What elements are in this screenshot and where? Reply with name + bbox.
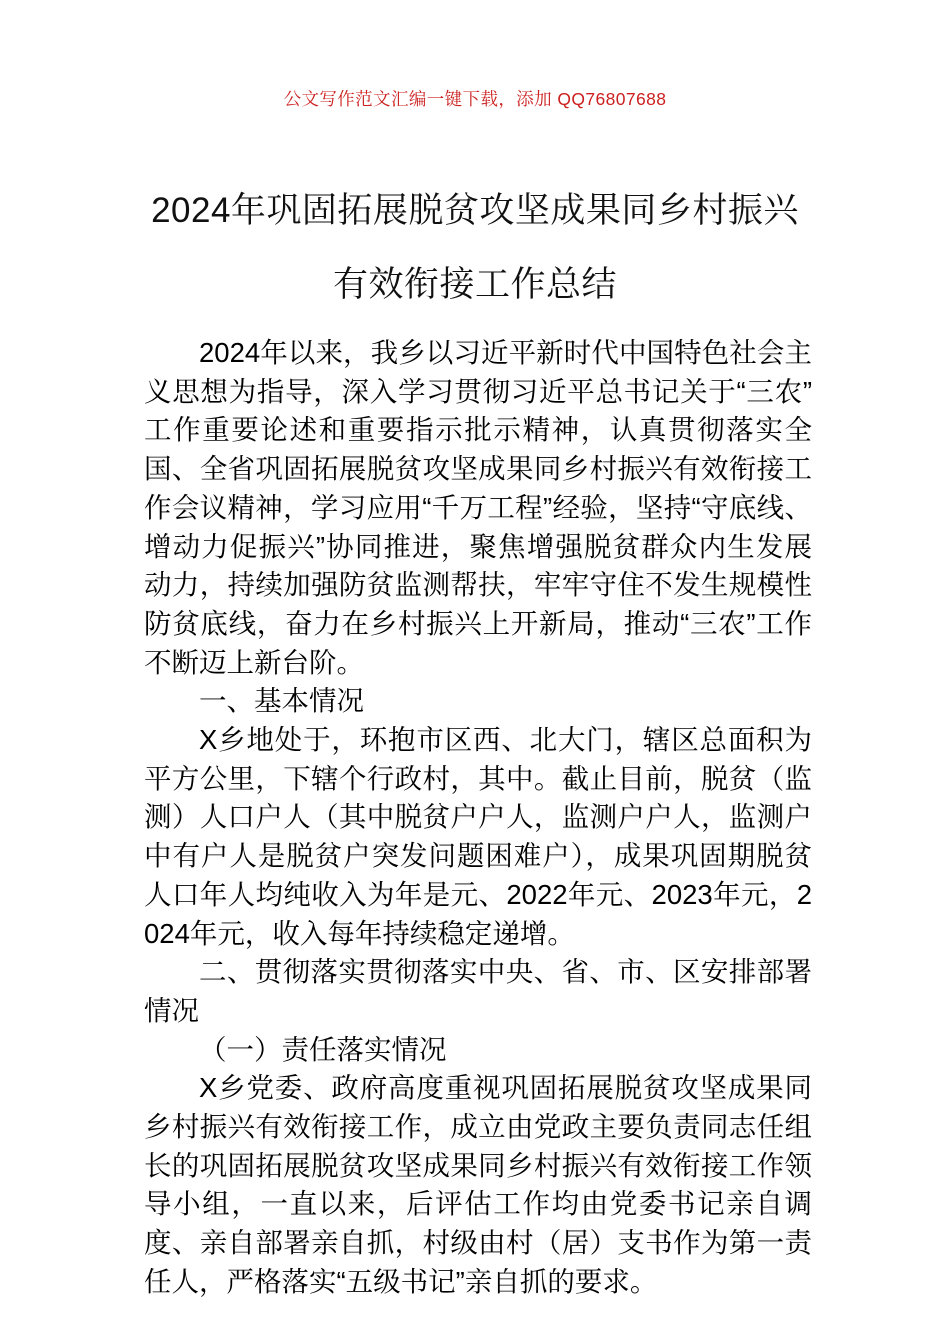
heading-section-one: 一、基本情况 [199, 685, 364, 717]
document-body [144, 334, 812, 1302]
paragraph-introduction: 2024年以来，我乡以习近平新时代中国特色社会主义思想为指导，深入学习贯彻习近平总书记关于“三农”工作重要论述和重要指示批示精神，认真贯彻落实全国、全省巩固拓展脱贫攻坚成果同乡村振兴有效衔接工作会议精神，学习应用“千万工程”经验，坚持“守底线、增动力促振兴”协同推进，聚焦增强脱贫群众内生发展动力，持续加强防贫监测帮扶，牢牢守住不发生规模性防贫底线，奋力在乡村振兴上开新局，推动“三农”工作不断迈上新台阶。 [144, 337, 812, 678]
promo-watermark-header: 公文写作范文汇编一键下载，添加 QQ76807688 [283, 89, 667, 109]
heading-section-two-sub-one: （一）责任落实情况 [199, 1033, 447, 1065]
paragraph-section-two-sub-one-body: X乡党委、政府高度重视巩固拓展脱贫攻坚成果同乡村振兴有效衔接工作，成立由党政主要负责同志任组长的巩固拓展脱贫攻坚成果同乡村振兴有效衔接工作领导小组，一直以来，后评估工作均由党委书记亲自调度、亲自部署亲自抓，村级由村（居）支书作为第一责任人，严格落实“五级书记”亲自抓的要求。 [144, 1072, 812, 1297]
heading-section-two: 二、贯彻落实贯彻落实中央、省、市、区安排部署情况 [144, 956, 812, 1026]
document-title-line-1: 2024年巩固拓展脱贫攻坚成果同乡村振兴 [151, 191, 799, 230]
document-title-line-2: 有效衔接工作总结 [332, 265, 617, 304]
paragraph-section-one-body: X乡地处于，环抱市区西、北大门，辖区总面积为平方公里，下辖个行政村，其中。截止目前，脱贫（监测）人口户人（其中脱贫户户人，监测户户人，监测户中有户人是脱贫户突发问题困难户），成果巩固期脱贫人口年人均纯收入为年是元、2022年元、2023年元，2024年元，收入每年持续稳定递增。 [144, 724, 812, 949]
document-title [120, 174, 830, 322]
